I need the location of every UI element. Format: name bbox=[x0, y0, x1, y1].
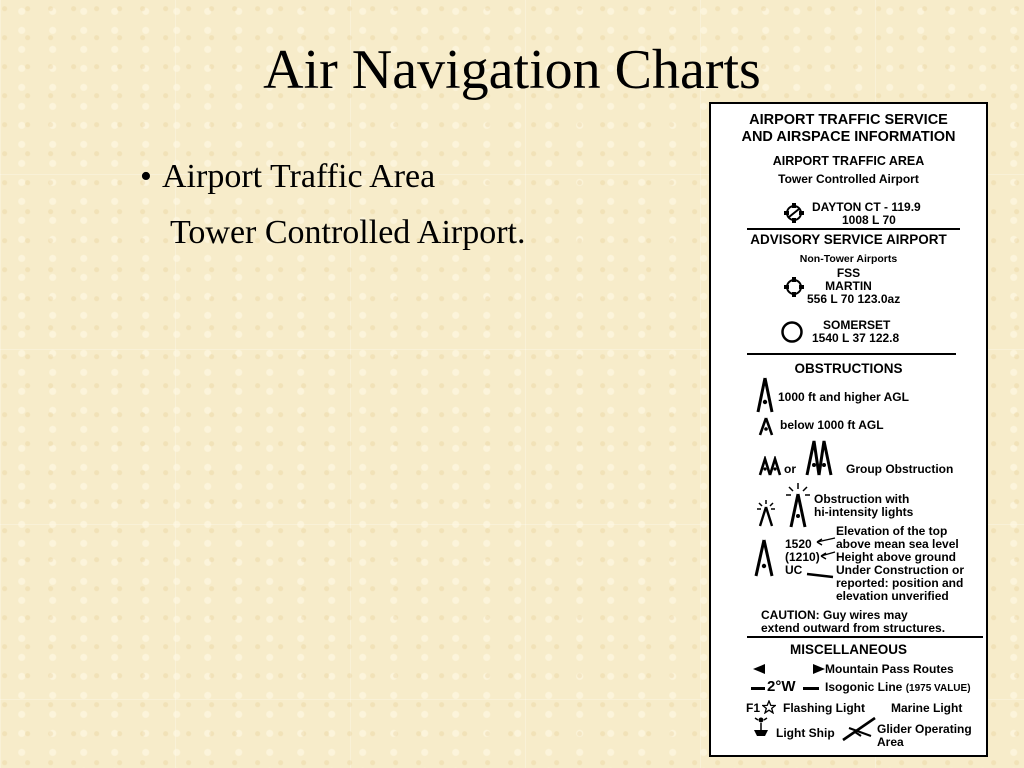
light-ship-label: Light Ship bbox=[776, 726, 835, 740]
non-tower-airport-icon bbox=[783, 276, 805, 298]
hi-intensity-large-icon bbox=[785, 482, 811, 528]
glider-icon bbox=[841, 714, 877, 744]
hi-intensity-label2: hi-intensity lights bbox=[814, 505, 914, 519]
somerset-name: SOMERSET bbox=[823, 318, 891, 332]
mountain-pass-label: Mountain Pass Routes bbox=[825, 662, 954, 676]
bullet-subtext: Tower Controlled Airport. bbox=[170, 214, 526, 251]
chart-legend-panel bbox=[709, 102, 988, 757]
obstruction-high-icon bbox=[755, 376, 775, 414]
flashing-light-star-icon bbox=[762, 700, 776, 714]
caution-line2: extend outward from structures. bbox=[761, 621, 946, 635]
bullet-item bbox=[140, 158, 435, 196]
divider bbox=[747, 228, 960, 230]
isogonic-label bbox=[825, 680, 971, 694]
bullet-glyph: • bbox=[140, 158, 152, 195]
elev-desc1: Elevation of the top bbox=[836, 524, 948, 538]
light-ship-icon bbox=[752, 716, 770, 740]
martin-data: 556 L 70 123.0az bbox=[807, 292, 901, 306]
marine-light-label: Marine Light bbox=[891, 701, 963, 715]
dayton-name: DAYTON CT - 119.9 bbox=[812, 200, 921, 214]
legend-header-line2: AND AIRSPACE INFORMATION bbox=[741, 129, 956, 145]
bullet-text: Airport Traffic Area bbox=[162, 158, 436, 195]
legend-header-line1: AIRPORT TRAFFIC SERVICE bbox=[749, 112, 948, 128]
dayton-data: 1008 L 70 bbox=[842, 213, 896, 227]
ata-title: AIRPORT TRAFFIC AREA bbox=[772, 154, 925, 168]
obstruction-low-label: below 1000 ft AGL bbox=[780, 418, 884, 432]
elev-desc3: Height above ground bbox=[836, 550, 956, 564]
advisory-title: ADVISORY SERVICE AIRPORT bbox=[750, 232, 947, 247]
isogonic-dash bbox=[751, 687, 765, 690]
obstruction-low-icon bbox=[758, 416, 774, 436]
isogonic-dash bbox=[803, 687, 819, 690]
group-obstruction-small-icon bbox=[757, 456, 783, 476]
caution-line1: CAUTION: Guy wires may bbox=[761, 608, 908, 622]
hi-intensity-label1: Obstruction with bbox=[814, 492, 910, 506]
flashing-code: F1 bbox=[746, 701, 761, 715]
group-obstruction-label: Group Obstruction bbox=[846, 462, 954, 476]
mountain-pass-icon bbox=[751, 662, 827, 676]
glider-label1: Glider Operating bbox=[877, 722, 972, 736]
airport-circle-icon bbox=[780, 320, 804, 344]
glider-label2: Area bbox=[877, 735, 904, 749]
non-tower-label: Non-Tower Airports bbox=[799, 253, 898, 265]
obstructions-title: OBSTRUCTIONS bbox=[794, 361, 903, 376]
divider bbox=[747, 353, 956, 355]
pointer-arrows bbox=[805, 534, 837, 582]
or-label: or bbox=[784, 462, 796, 476]
obstruction-high-label: 1000 ft and higher AGL bbox=[778, 390, 909, 404]
hi-intensity-small-icon bbox=[755, 499, 777, 527]
height-value: (1210) bbox=[785, 550, 820, 564]
martin-name: MARTIN bbox=[825, 279, 872, 293]
flashing-light-label: Flashing Light bbox=[783, 701, 865, 715]
slide-title: Air Navigation Charts bbox=[263, 39, 761, 101]
elev-desc4: Under Construction or bbox=[836, 563, 964, 577]
group-obstruction-large-icon bbox=[803, 438, 835, 476]
ata-subtitle: Tower Controlled Airport bbox=[778, 172, 919, 186]
misc-title: MISCELLANEOUS bbox=[789, 642, 907, 657]
elev-desc2: above mean sea level bbox=[836, 537, 959, 551]
isogonic-note: (1975 VALUE) bbox=[905, 683, 971, 694]
obstruction-elevation-icon bbox=[753, 538, 775, 578]
uc-label: UC bbox=[785, 563, 803, 577]
elevation-value: 1520 bbox=[785, 537, 812, 551]
divider bbox=[747, 636, 983, 638]
isogonic-value: 2°W bbox=[767, 678, 796, 695]
isogonic-text: Isogonic Line bbox=[825, 680, 903, 694]
tower-airport-icon bbox=[783, 202, 805, 224]
fss-label: FSS bbox=[836, 266, 861, 280]
somerset-data: 1540 L 37 122.8 bbox=[812, 331, 900, 345]
elev-desc6: elevation unverified bbox=[836, 589, 949, 603]
elev-desc5: reported: position and bbox=[836, 576, 964, 590]
